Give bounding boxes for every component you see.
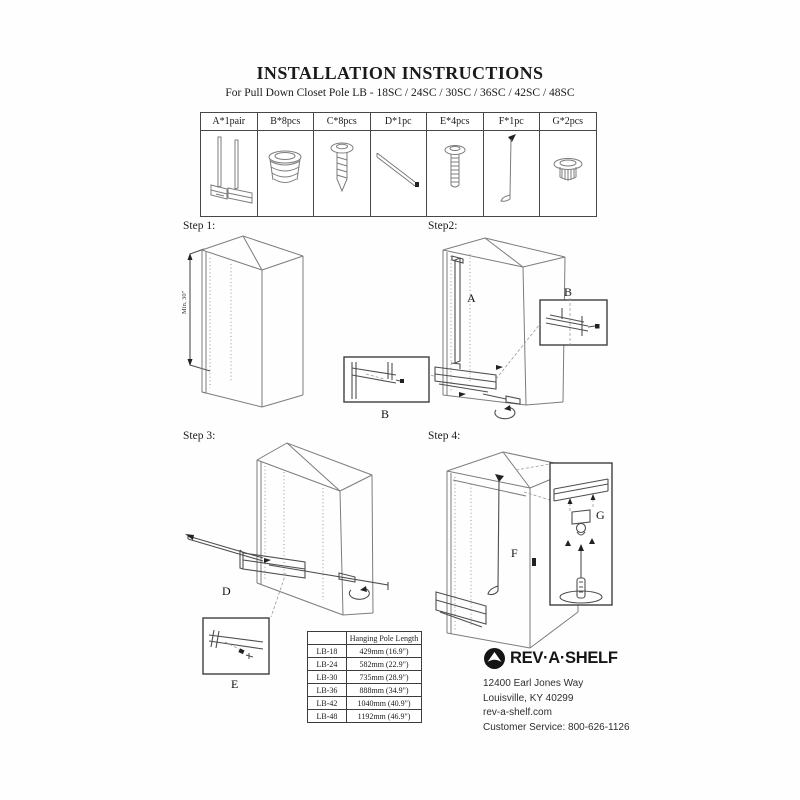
bottom-bracket [436, 592, 486, 627]
brand-block [483, 645, 630, 735]
table-row: LB-36 888mm (34.9") [308, 684, 422, 697]
part-f-label: F*1pc [483, 113, 540, 131]
callout-a: A [467, 291, 476, 305]
part-e-label: E*4pcs [427, 113, 484, 131]
part-g-label: G*2pcs [540, 113, 597, 131]
callout-e: E [231, 677, 239, 691]
page-subtitle: For Pull Down Closet Pole LB - 18SC / 24SC / 30SC / 36SC / 42SC / 48SC [225, 87, 575, 99]
parts-icon-row [201, 131, 597, 217]
pole-table-header-row [308, 632, 422, 645]
pull-wand-icon [484, 131, 538, 211]
step2-label: Step2: [428, 220, 458, 232]
min-height-dimension: Min. 30" [181, 290, 188, 314]
step4-label: Step 4: [428, 430, 461, 442]
latch [532, 558, 536, 566]
detail-box-b-left [344, 357, 429, 402]
parts-header-row [201, 113, 597, 131]
pull-wand [488, 482, 499, 595]
dimension-line [190, 249, 210, 371]
screwdriver [483, 394, 520, 419]
hanging-pole [188, 536, 263, 561]
brand-name: REV·A·SHELF [510, 648, 618, 667]
lift-arm [452, 256, 463, 363]
table-row: LB-24 582mm (22.9") [308, 658, 422, 671]
machine-screw-icon [428, 131, 482, 211]
address-line1: 12400 Earl Jones Way [483, 678, 584, 689]
shelf-pin-holes [210, 258, 231, 388]
revashelf-logo-icon [483, 647, 506, 670]
website: rev-a-shelf.com [483, 707, 552, 718]
table-row: LB-48 1192mm (46.9") [308, 710, 422, 723]
part-a-label: A*1pair [201, 113, 258, 131]
table-row: LB-42 1040mm (40.9") [308, 697, 422, 710]
part-d-label: D*1pc [370, 113, 427, 131]
leader-line [271, 573, 286, 617]
step2-diagram [338, 224, 633, 429]
pole-table-header: Hanging Pole Length [347, 632, 422, 645]
detail-box-e [203, 618, 269, 674]
part-c-label: C*8pcs [314, 113, 371, 131]
table-row: LB-18 429mm (16.9") [308, 645, 422, 658]
hanging-pole-icon [371, 131, 425, 211]
pole-length-table [307, 631, 422, 723]
wood-screw-icon [315, 131, 369, 211]
cabinet-outline [257, 443, 373, 615]
bottom-bracket [435, 363, 496, 392]
detail-box-b-right [540, 300, 607, 345]
callout-f: F [511, 546, 518, 560]
callout-g: G [596, 508, 605, 522]
cabinet-outline [202, 236, 303, 407]
step4-diagram [428, 440, 630, 658]
step3-label: Step 3: [183, 430, 216, 442]
part-b-label: B*8pcs [257, 113, 314, 131]
table-row: LB-30 735mm (28.9") [308, 671, 422, 684]
callout-b-left: B [381, 407, 390, 421]
address-line2: Louisville, KY 40299 [483, 692, 574, 704]
threaded-cap-icon [258, 131, 312, 211]
callout-b-right: B [564, 285, 573, 299]
pulldown-arm-pair-icon [202, 131, 256, 211]
customer-service: Customer Service: 800-626-1126 [483, 721, 630, 733]
shelf-pin-holes [265, 466, 323, 600]
pole-socket-icon [541, 131, 595, 211]
page-title: INSTALLATION INSTRUCTIONS [256, 63, 544, 83]
parts-table [200, 112, 597, 217]
step1-label: Step 1: [183, 220, 216, 232]
detail-box-g [550, 463, 612, 605]
callout-d: D [222, 584, 231, 598]
